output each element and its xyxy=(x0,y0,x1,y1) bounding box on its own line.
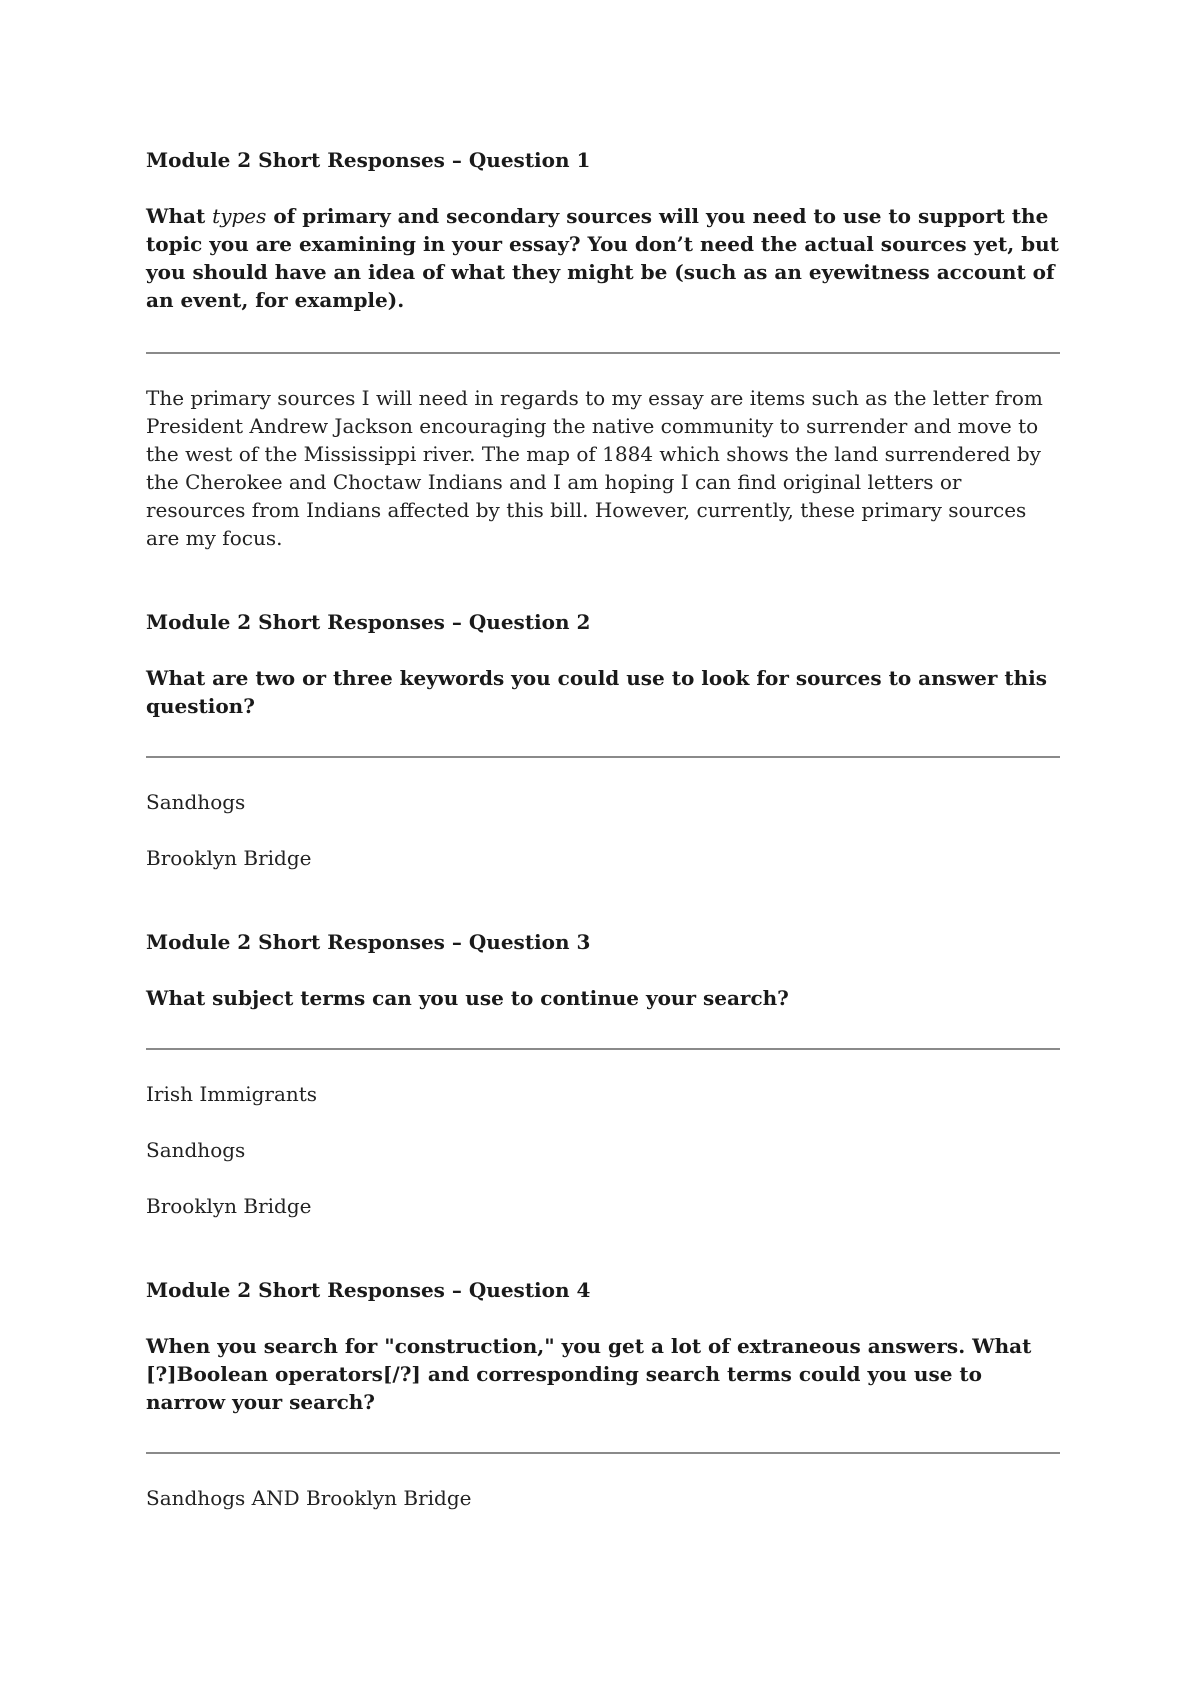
question-text: When you search for "construction," you get a lot of extraneous answers. What [?]Boolean operators[/?] and corresponding search terms could you use to narrow your search? xyxy=(146,1334,1032,1414)
answer-text: Sandhogs AND Brooklyn Bridge xyxy=(146,1486,472,1510)
answer-text: Brooklyn Bridge xyxy=(146,846,312,870)
section-heading: Module 2 Short Responses – Question 3 xyxy=(146,930,591,954)
question-section-3 xyxy=(146,928,1060,1220)
question-section-1 xyxy=(146,146,1060,552)
question-text: What subject terms can you use to continue your search? xyxy=(146,986,789,1010)
section-heading: Module 2 Short Responses – Question 4 xyxy=(146,1278,591,1302)
section-heading: Module 2 Short Responses – Question 2 xyxy=(146,610,591,634)
question-emphasis: types xyxy=(212,204,267,228)
answer-divider xyxy=(146,1048,1060,1050)
answer-text: Sandhogs xyxy=(146,1138,246,1162)
question-text-end: of primary and secondary sources will you need to use to support the topic you are examining in your essay? You don’t need the actual sources yet, but you should have an idea of what they might be (such as an eyewitness account of an event, for example). xyxy=(146,204,1059,312)
section-heading: Module 2 Short Responses – Question 1 xyxy=(146,148,591,172)
question-section-4 xyxy=(146,1276,1060,1512)
answer-text: Sandhogs xyxy=(146,790,246,814)
answer-text: The primary sources I will need in regards to my essay are items such as the letter from President Andrew Jackson encouraging the native community to surrender and move to the west of the Mississippi river. The map of 1884 which shows the land surrendered by the Cherokee and Choctaw Indians and I am hoping I can find original letters or resources from Indians affected by this bill. However, currently, these primary sources are my focus. xyxy=(146,386,1043,550)
question-section-2 xyxy=(146,608,1060,872)
answer-text: Brooklyn Bridge xyxy=(146,1194,312,1218)
question-text xyxy=(146,202,1060,314)
answer-divider xyxy=(146,756,1060,758)
answer-divider xyxy=(146,352,1060,354)
question-text: What are two or three keywords you could use to look for sources to answer this question? xyxy=(146,666,1047,718)
document-page xyxy=(146,146,1060,1540)
answer-text: Irish Immigrants xyxy=(146,1082,318,1106)
question-text-start: What xyxy=(146,204,213,228)
answer-divider xyxy=(146,1452,1060,1454)
